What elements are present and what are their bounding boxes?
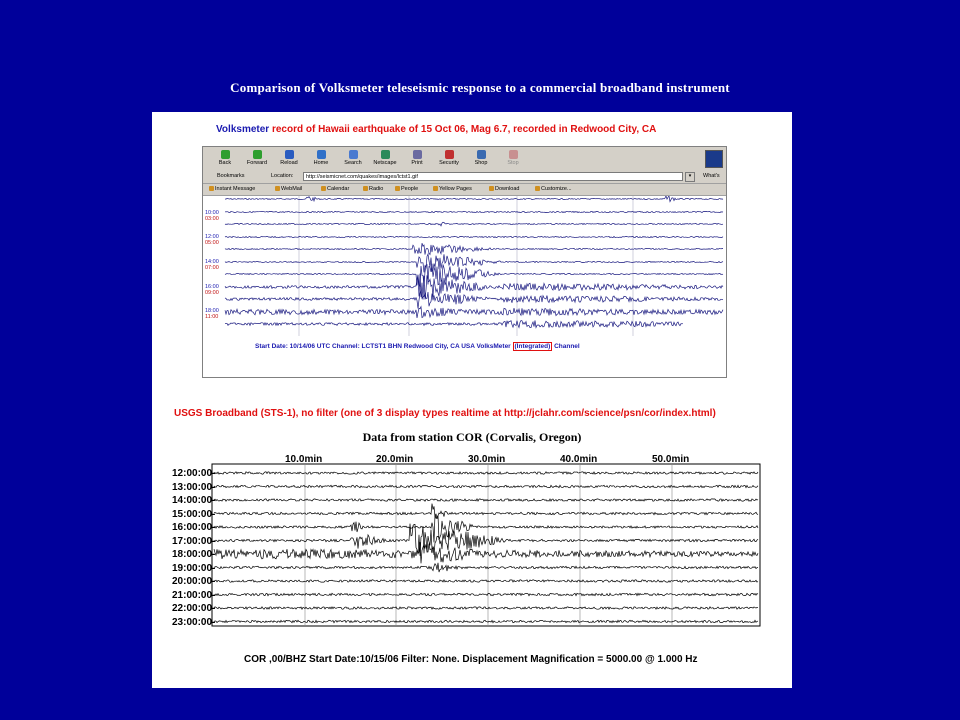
usgs-caption: USGS Broadband (STS-1), no filter (one of 3 display types realtime at http://jclahr.com/science/psn/cor/index.html) <box>174 408 716 419</box>
plot-frame <box>212 464 760 626</box>
volksmeter-trace <box>225 222 723 226</box>
time-label: 18:00 11:00 <box>205 308 219 320</box>
location-label: Location: <box>271 173 294 179</box>
volksmeter-caption-text: record of Hawaii earthquake of 15 Oct 06, Mag 6.7, recorded in Redwood City, CA <box>269 124 657 135</box>
time-label: 16:00 09:00 <box>205 284 219 296</box>
usgs-trace <box>214 504 758 519</box>
netscape-button[interactable]: Netscape <box>369 149 401 170</box>
shop-bag-icon <box>477 150 486 159</box>
print-button[interactable]: Print <box>401 149 433 170</box>
link-instant-message[interactable]: Instant Message <box>209 186 255 192</box>
comparison-panel <box>152 112 792 688</box>
usgs-trace <box>214 515 758 543</box>
minute-label: 20.0min <box>376 454 414 465</box>
time-label: 14:00 07:00 <box>205 259 219 271</box>
time-label: 10:00 03:00 <box>205 210 219 222</box>
hour-label: 16:00:00- <box>172 522 216 533</box>
netscape-icon <box>381 150 390 159</box>
location-bar <box>203 171 726 184</box>
hour-label: 13:00:00- <box>172 481 216 493</box>
time-label: 12:00 05:00 <box>205 234 219 246</box>
volksmeter-caption <box>216 124 656 135</box>
slide-title: Comparison of Volksmeter teleseismic response to a commercial broadband instrument <box>230 80 730 95</box>
hour-label: 19:00:00- <box>172 562 216 574</box>
home-button[interactable]: Home <box>305 149 337 170</box>
back-button[interactable]: Back <box>209 149 241 170</box>
usgs-trace <box>214 499 758 501</box>
customize-icon <box>535 186 540 191</box>
hour-label: 17:00:00- <box>172 535 216 547</box>
usgs-seismogram <box>210 462 770 642</box>
usgs-trace <box>214 620 758 622</box>
hour-label: 22:00:00- <box>172 603 216 614</box>
hour-label: 18:00:00- <box>172 549 216 560</box>
volksmeter-trace <box>225 307 723 318</box>
back-arrow-icon <box>221 150 230 159</box>
lock-icon <box>445 150 454 159</box>
link-calendar[interactable]: Calendar <box>321 186 349 192</box>
calendar-icon <box>321 186 326 191</box>
print-icon <box>413 150 422 159</box>
usgs-trace <box>214 542 758 563</box>
security-button[interactable]: Security <box>433 149 465 170</box>
download-icon <box>489 186 494 191</box>
hour-label: 21:00:00- <box>172 589 216 601</box>
link-download[interactable]: Download <box>489 186 519 192</box>
volksmeter-seismogram <box>203 196 726 377</box>
search-icon <box>349 150 358 159</box>
volksmeter-trace <box>225 236 723 237</box>
volksmeter-trace <box>225 211 723 212</box>
minute-label: 40.0min <box>560 454 598 465</box>
webmail-icon <box>275 186 280 191</box>
usgs-trace <box>214 472 758 474</box>
navigation-toolbar <box>203 147 726 172</box>
volksmeter-trace <box>225 320 683 327</box>
link-yellow-pages[interactable]: Yellow Pages <box>433 186 472 192</box>
usgs-trace <box>214 485 758 487</box>
volksmeter-trace <box>225 264 723 287</box>
volksmeter-footer: Start Date: 10/14/06 UTC Channel: LCTST1 BHN Redwood City, CA USA VolksMeter (Integrated) Channel <box>255 343 580 350</box>
home-icon <box>317 150 326 159</box>
forward-arrow-icon <box>253 150 262 159</box>
integrated-label: (Integrated) <box>514 343 551 350</box>
usgs-trace <box>214 524 758 556</box>
forward-button[interactable]: Forward <box>241 149 273 170</box>
link-customize[interactable]: Customize... <box>535 186 572 192</box>
volksmeter-trace <box>225 254 723 272</box>
volksmeter-trace <box>225 196 723 202</box>
usgs-trace <box>214 563 758 572</box>
bookmarks-button[interactable]: Bookmarks <box>217 173 245 179</box>
hour-label: 14:00:00- <box>172 495 216 506</box>
usgs-trace <box>214 607 758 609</box>
link-webmail[interactable]: WebMail <box>275 186 302 192</box>
location-dropdown-icon[interactable]: ▾ <box>685 172 695 182</box>
reload-button[interactable]: Reload <box>273 149 305 170</box>
yellow-pages-icon <box>433 186 438 191</box>
hour-label: 20:00:00- <box>172 576 216 587</box>
volksmeter-trace <box>225 243 723 255</box>
usgs-trace <box>214 593 758 595</box>
volksmeter-trace <box>225 290 723 309</box>
minute-label: 50.0min <box>652 454 690 465</box>
location-input[interactable]: http://seismicnet.com/quakes/images/lctst1.gif <box>303 172 683 181</box>
hour-label: 15:00:00- <box>172 508 216 520</box>
link-people[interactable]: People <box>395 186 418 192</box>
radio-icon <box>363 186 368 191</box>
link-radio[interactable]: Radio <box>363 186 383 192</box>
usgs-trace <box>214 580 758 582</box>
whats-related-button[interactable]: What's <box>703 173 720 179</box>
shop-button[interactable]: Shop <box>465 149 497 170</box>
usgs-footer: COR ,00/BHZ Start Date:10/15/06 Filter: None. Displacement Magnification = 5000.00 @ 1.000 Hz <box>244 654 698 665</box>
hour-label: 12:00:00- <box>172 468 216 479</box>
reload-icon <box>285 150 294 159</box>
stop-button[interactable]: Stop <box>497 149 529 170</box>
minute-label: 10.0min <box>285 454 323 465</box>
stop-icon <box>509 150 518 159</box>
instant-message-icon <box>209 186 214 191</box>
netscape-logo-icon <box>705 150 723 168</box>
minute-label: 30.0min <box>468 454 506 465</box>
hour-label: 23:00:00- <box>172 616 216 628</box>
browser-screenshot <box>202 146 727 378</box>
people-icon <box>395 186 400 191</box>
station-title: Data from station COR (Corvalis, Oregon) <box>362 430 582 444</box>
personal-toolbar <box>203 184 726 196</box>
search-button[interactable]: Search <box>337 149 369 170</box>
volksmeter-brand: Volksmeter <box>216 124 270 135</box>
